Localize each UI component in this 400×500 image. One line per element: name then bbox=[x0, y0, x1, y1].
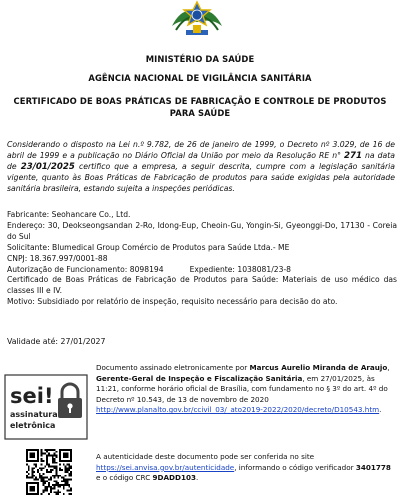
verification-and: e o código CRC bbox=[96, 473, 151, 483]
qr-code bbox=[26, 449, 72, 495]
signature-decree: do Decreto nº 10.543, de 13 de novembro de 2020 bbox=[96, 384, 388, 404]
verification-middle: , informando o código verificador bbox=[234, 462, 354, 472]
verification-prefix: A autenticidade deste documento pode ser conferida no site bbox=[96, 452, 315, 461]
verification-link[interactable]: https://sei.anvisa.gov.br/autenticidade bbox=[96, 462, 235, 472]
signature-separator: , bbox=[387, 363, 390, 372]
address-field: Endereço: 30, Deokseongsandan 2-Ro, Idong-Eup, Cheoin-Gu, Yongin-Si, Gyeonggi-Do, 17130 - Coreia do Sul bbox=[7, 220, 397, 241]
decree-link[interactable]: http://www.planalto.gov.br/ccivil_03/_ato2019-2022/2020/decreto/D10543.htm bbox=[96, 405, 380, 415]
verification-code: 3401778 bbox=[355, 462, 391, 472]
ministry-title: MINISTÉRIO DA SAÚDE bbox=[145, 54, 255, 64]
signature-block bbox=[96, 363, 396, 416]
agency-title: AGÊNCIA NACIONAL DE VIGILÂNCIA SANITÁRIA bbox=[88, 73, 312, 83]
verification-block bbox=[96, 452, 396, 484]
certificate-title: CERTIFICADO DE BOAS PRÁTICAS DE FABRICAÇÃO E CONTROLE DE PRODUTOS PARA SAÚDE bbox=[13, 96, 387, 118]
intro-text-2: na data de bbox=[7, 150, 395, 171]
signer-name: Marcus Aurelio Miranda de Araujo bbox=[249, 363, 388, 372]
requester-field: Solicitante: Blumedical Group Comércio de Produtos para Saúde Ltda.- ME bbox=[7, 242, 290, 252]
certificate-intro-paragraph bbox=[7, 140, 395, 195]
intro-text-1: Considerando o disposto na Lei n.º 9.782, de 26 de janeiro de 1999, o Decreto nº 3.029, de 16 de abril de 1999 e a publicação no Diário Oficial da União por meio da Resolução RE n° bbox=[7, 140, 395, 160]
authorization-row bbox=[7, 265, 397, 276]
company-details bbox=[7, 210, 397, 308]
signature-end: . bbox=[379, 405, 382, 415]
manufacturer-field: Fabricante: Seohancare Co., Ltd. bbox=[7, 210, 131, 219]
seal-line-1: assinatura bbox=[10, 410, 58, 419]
motive-field: Motivo: Subsidiado por relatório de inspeção, requisito necessário para decisão do ato. bbox=[7, 297, 338, 307]
signature-body: , em 27/01/2025, às 11:21, conforme horário oficial de Brasília, com fundamento no § 3º do art. 4º bbox=[96, 373, 377, 394]
seal-line-2: eletrônica bbox=[10, 421, 56, 430]
expediente-field: Expediente: 1038081/23-8 bbox=[189, 264, 292, 274]
signature-prefix: Documento assinado eletronicamente por bbox=[96, 363, 248, 372]
sei-signature-seal bbox=[4, 374, 88, 440]
certificate-scope-field: Certificado de Boas Práticas de Fabricação de Produtos para Saúde: Materiais de uso médico das classes III e IV. bbox=[7, 275, 397, 296]
resolution-number: 271 bbox=[344, 150, 362, 161]
cnpj-field: CNPJ: 18.367.997/0001-88 bbox=[7, 253, 108, 263]
resolution-date: 23/01/2025 bbox=[20, 161, 75, 172]
validity-date: Validade até: 27/01/2027 bbox=[7, 337, 106, 346]
intro-text-3: certifico que a empresa, a seguir descrita, cumpre com a legislação sanitária vigente, quanto às Boas Práticas de Fabricação de produtos para saúde exigidas pela autoridade sanitária brasileira, estando sujeita a inspeções periódicas. bbox=[7, 161, 395, 193]
seal-brand: sei! bbox=[10, 384, 54, 408]
crc-code: 9DADD103 bbox=[152, 473, 196, 483]
coat-of-arms-icon bbox=[168, 0, 226, 40]
authorization-field: Autorização de Funcionamento: 8098194 bbox=[7, 264, 164, 274]
verification-end: . bbox=[195, 473, 199, 483]
signer-role: Gerente-Geral de Inspeção e Fiscalização Sanitária bbox=[96, 373, 303, 383]
